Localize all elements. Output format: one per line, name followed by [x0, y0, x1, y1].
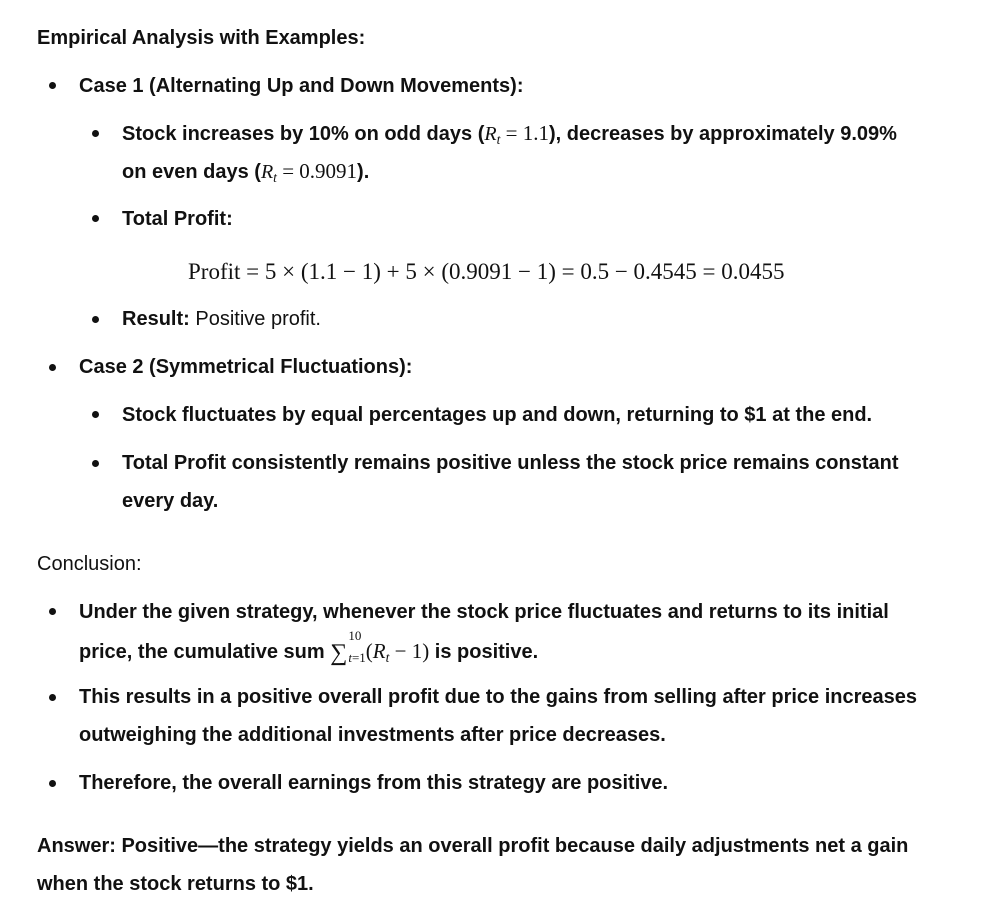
result-label: Result: [122, 308, 190, 330]
section-heading: Empirical Analysis with Examples: [37, 27, 366, 49]
bullet [49, 608, 56, 615]
sum-var-r: R [372, 639, 386, 663]
sum-lower [348, 650, 365, 665]
sum-limits [348, 628, 366, 665]
case2-item2-line1: Total Profit consistently remains positive unless the stock price remains constant [122, 452, 899, 474]
total-profit-label: Total Profit: [122, 208, 233, 230]
result-line [122, 309, 321, 329]
case1-line2-pre: on even days ( [122, 161, 261, 183]
case1-line1-pre: Stock increases by 10% on odd days ( [122, 123, 485, 145]
bullet [92, 130, 99, 137]
bullet [92, 316, 99, 323]
sum-upper: 10 [348, 628, 362, 643]
bullet [92, 215, 99, 222]
sum-expression [330, 628, 430, 666]
case1-line1-math: = 1.1 [500, 121, 549, 145]
case1-line1-post: ), decreases by approximately 9.09% [548, 123, 897, 145]
var-r-sub: t [496, 132, 501, 148]
sum-rest: − 1) [389, 639, 430, 663]
sum-open: ( [365, 639, 373, 663]
conclusion-item1-line1: Under the given strategy, whenever the stock price fluctuates and returns to its initial [79, 601, 889, 623]
var-r-sub: t [273, 170, 277, 186]
case1-title: Case 1 (Alternating Up and Down Movements): [79, 75, 524, 97]
bullet [49, 364, 56, 371]
case1-line2-post: ). [357, 161, 370, 183]
case1-line2 [122, 159, 370, 186]
bullet [49, 694, 56, 701]
conclusion-item1-line2 [79, 628, 539, 666]
var-r: R [484, 123, 497, 145]
bullet [49, 82, 56, 89]
bullet [49, 780, 56, 787]
sigma-symbol: ∑ [330, 640, 348, 666]
profit-equation: Profit = 5 × (1.1 − 1) + 5 × (0.9091 − 1) = 0.5 − 0.4545 = 0.0455 [188, 259, 785, 284]
case2-item2-line2: every day. [122, 490, 219, 512]
conclusion-heading: Conclusion: [37, 553, 142, 575]
conclusion-item3: Therefore, the overall earnings from this strategy are positive. [79, 772, 669, 794]
answer-line1: Answer: Positive—the strategy yields an overall profit because daily adjustments net a gain [37, 835, 909, 857]
bullet [92, 460, 99, 467]
answer-line2: when the stock returns to $1. [37, 873, 314, 895]
conclusion-item2-line2: outweighing the additional investments after price decreases. [79, 724, 666, 746]
var-r: R [260, 161, 274, 183]
result-text: Positive profit. [189, 308, 321, 330]
case2-item1: Stock fluctuates by equal percentages up and down, returning to $1 at the end. [122, 404, 873, 426]
conclusion-item1-line2-pre: price, the cumulative sum [79, 641, 331, 663]
case1-line1 [122, 121, 897, 148]
sum-var-r-sub: t [385, 650, 390, 666]
sum-lower-var: t [348, 650, 352, 665]
conclusion-item2-line1: This results in a positive overall profit due to the gains from selling after price increases [79, 686, 918, 708]
sum-lower-rest: =1 [351, 650, 366, 665]
conclusion-item1-line2-post: is positive. [429, 641, 539, 663]
case2-title: Case 2 (Symmetrical Fluctuations): [79, 356, 413, 378]
case1-line2-math: = 0.9091 [276, 159, 358, 183]
bullet [92, 411, 99, 418]
